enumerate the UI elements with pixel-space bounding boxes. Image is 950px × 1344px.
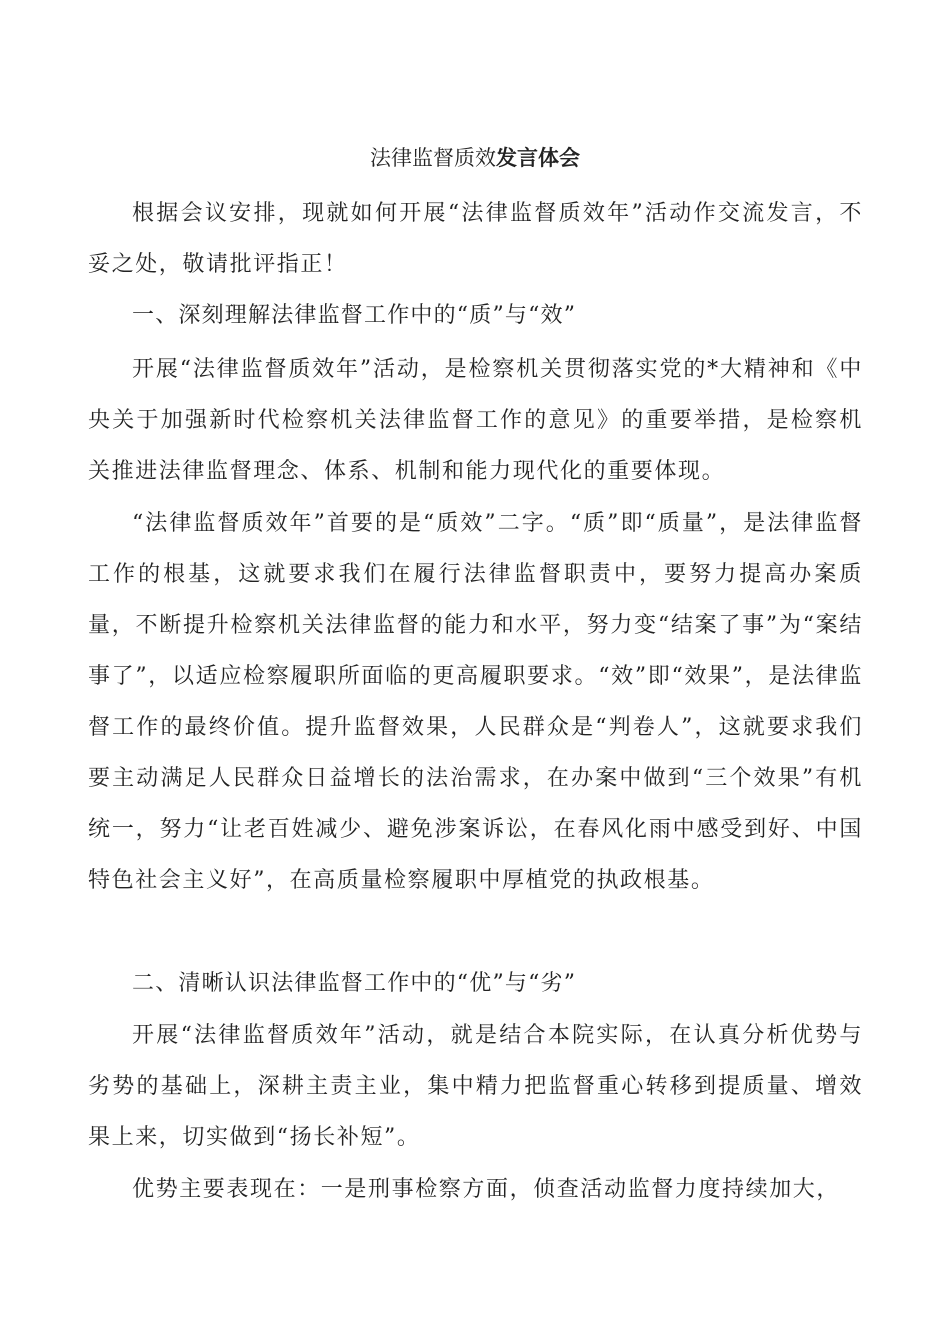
- paragraph-3: 开展“法律监督质效年”活动，就是结合本院实际，在认真分析优势与劣势的基础上，深耕主责主业，集中精力把监督重心转移到提质量、增效果上来，切实做到“扬长补短”。: [88, 1023, 863, 1150]
- title-bold: 发言体会: [496, 145, 580, 170]
- title-main: 法律监督质效: [370, 146, 496, 170]
- paragraph-2: “法律监督质效年”首要的是“质效”二字。“质”即“质量”，是法律监督工作的根基，这就要求我们在履行法律监督职责中，要努力提高办案质量，不断提升检察机关法律监督的能力和水平，努力变“结案了事”为“案结事了”，以适应检察履职所面临的更高履职要求。“效”即“效果”，是法律监督工作的最终价值。提升监督效果，人民群众是“判卷人”，这就要求我们要主动满足人民群众日益增长的法治需求，在办案中做到“三个效果”有机统一，努力“让老百姓减少、避免涉案诉讼，在春风化雨中感受到好、中国特色社会主义好”，在高质量检察履职中厚植党的执政根基。: [88, 511, 863, 893]
- section-heading-1: 一、深刻理解法律监督工作中的“质”与“效”: [132, 303, 577, 328]
- section-heading-2: 二、清晰认识法律监督工作中的“优”与“劣”: [132, 971, 577, 996]
- paragraph-1: 开展“法律监督质效年”活动，是检察机关贯彻落实党的*大精神和《中央关于加强新时代检察机关法律监督工作的意见》的重要举措，是检察机关推进法律监督理念、体系、机制和能力现代化的重要体现。: [88, 357, 863, 484]
- paragraph-intro: 根据会议安排，现就如何开展“法律监督质效年”活动作交流发言，不妥之处，敬请批评指正！: [88, 201, 863, 277]
- paragraph-4: 优势主要表现在：一是刑事检察方面，侦查活动监督力度持续加大，: [132, 1177, 841, 1202]
- document-title: [0, 138, 950, 178]
